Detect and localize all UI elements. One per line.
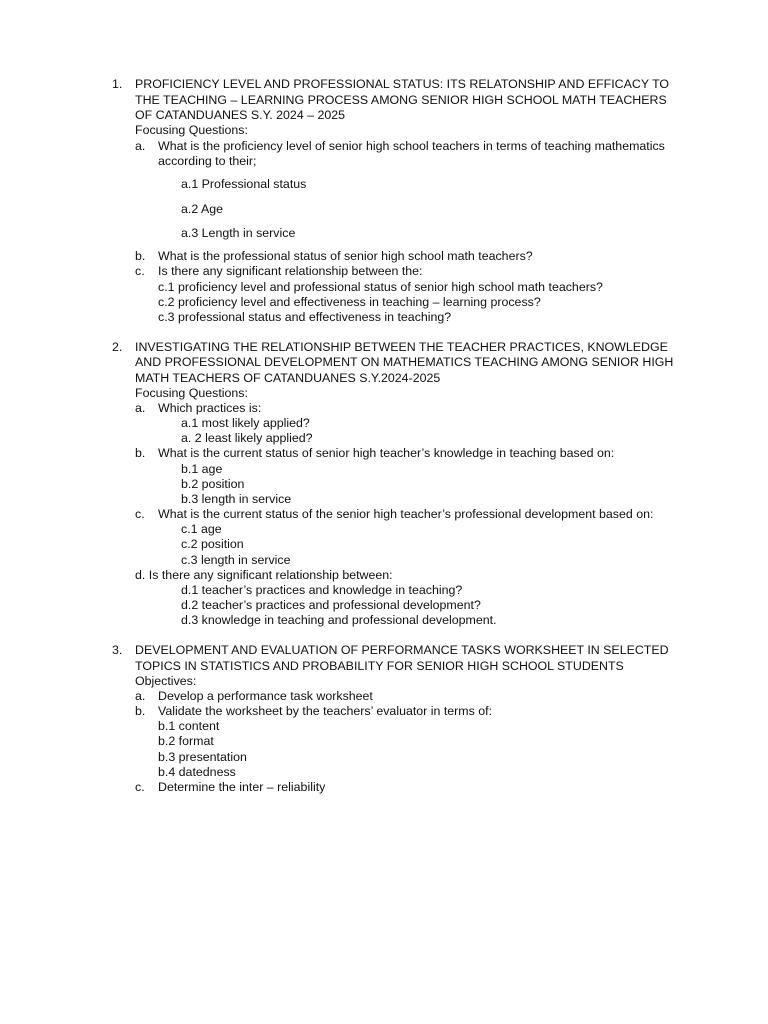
sub-item: c.1 proficiency level and professional status of senior high school math teachers? xyxy=(158,280,603,294)
sub-item: d.1 teacher’s practices and knowledge in teaching? xyxy=(181,583,463,597)
question-text: according to their; xyxy=(158,154,257,168)
item-label: c. xyxy=(135,507,145,521)
objective-text: Validate the worksheet by the teachers’ evaluator in terms of: xyxy=(158,704,493,718)
sub-item: d.3 knowledge in teaching and professional development. xyxy=(181,613,497,627)
objectives-heading: Objectives: xyxy=(135,674,197,688)
question-text: Which practices is: xyxy=(158,401,262,415)
item-label: c. xyxy=(135,264,145,278)
question-text: What is the proficiency level of senior high school teachers in terms of teaching mathematics xyxy=(158,139,665,153)
sub-item: a.1 Professional status xyxy=(181,177,307,191)
question-text: d. Is there any significant relationship between: xyxy=(135,568,393,582)
sub-item: a. 2 least likely applied? xyxy=(181,431,313,445)
section-title-line: TOPICS IN STATISTICS AND PROBABILITY FOR SENIOR HIGH SCHOOL STUDENTS xyxy=(135,659,624,673)
question-text: Is there any significant relationship between the: xyxy=(158,264,423,278)
section-number: 3. xyxy=(112,643,123,657)
item-label: c. xyxy=(135,780,145,794)
sub-item: b.3 length in service xyxy=(181,492,292,506)
focusing-questions-heading: Focusing Questions: xyxy=(135,123,248,137)
section-number: 2. xyxy=(112,340,123,354)
focusing-questions-heading: Focusing Questions: xyxy=(135,386,248,400)
section-title-line: THE TEACHING – LEARNING PROCESS AMONG SENIOR HIGH SCHOOL MATH TEACHERS xyxy=(135,93,667,107)
sub-item: b.3 presentation xyxy=(158,750,247,764)
section-title-line: OF CATANDUANES S.Y. 2024 – 2025 xyxy=(135,108,346,122)
sub-item: c.3 length in service xyxy=(181,553,291,567)
sub-item: b.2 position xyxy=(181,477,245,491)
item-label: a. xyxy=(135,401,146,415)
sub-item: b.1 age xyxy=(181,462,223,476)
question-text: What is the professional status of senior high school math teachers? xyxy=(158,249,533,263)
objective-text: Develop a performance task worksheet xyxy=(158,689,373,703)
sub-item: d.2 teacher’s practices and professional development? xyxy=(181,598,481,612)
sub-item: b.4 datedness xyxy=(158,765,236,779)
sub-item: c.3 professional status and effectiveness in teaching? xyxy=(158,310,452,324)
sub-item: b.2 format xyxy=(158,734,214,748)
sub-item: c.2 proficiency level and effectiveness in teaching – learning process? xyxy=(158,295,541,309)
section-title-line: INVESTIGATING THE RELATIONSHIP BETWEEN THE TEACHER PRACTICES, KNOWLEDGE xyxy=(135,340,668,354)
sub-item: a.2 Age xyxy=(181,202,224,216)
sub-item: c.1 age xyxy=(181,522,222,536)
section-title-line: DEVELOPMENT AND EVALUATION OF PERFORMANCE TASKS WORKSHEET IN SELECTED xyxy=(135,643,669,657)
sub-item: a.1 most likely applied? xyxy=(181,416,310,430)
sub-item: c.2 position xyxy=(181,537,244,551)
item-label: a. xyxy=(135,689,146,703)
item-label: b. xyxy=(135,249,146,263)
sub-item: b.1 content xyxy=(158,719,220,733)
section-number: 1. xyxy=(112,77,123,91)
objective-text: Determine the inter – reliability xyxy=(158,780,326,794)
question-text: What is the current status of the senior high teacher’s professional development based on: xyxy=(158,507,654,521)
sub-item: a.3 Length in service xyxy=(181,226,296,240)
question-text: What is the current status of senior high teacher’s knowledge in teaching based on: xyxy=(158,446,615,460)
section-title-line: AND PROFESSIONAL DEVELOPMENT ON MATHEMATICS TEACHING AMONG SENIOR HIGH xyxy=(135,355,674,369)
item-label: b. xyxy=(135,704,146,718)
section-title-line: MATH TEACHERS OF CATANDUANES S.Y.2024-2025 xyxy=(135,371,441,385)
section-title-line: PROFICIENCY LEVEL AND PROFESSIONAL STATUS: ITS RELATONSHIP AND EFFICACY TO xyxy=(135,77,670,91)
item-label: a. xyxy=(135,139,146,153)
item-label: b. xyxy=(135,446,146,460)
